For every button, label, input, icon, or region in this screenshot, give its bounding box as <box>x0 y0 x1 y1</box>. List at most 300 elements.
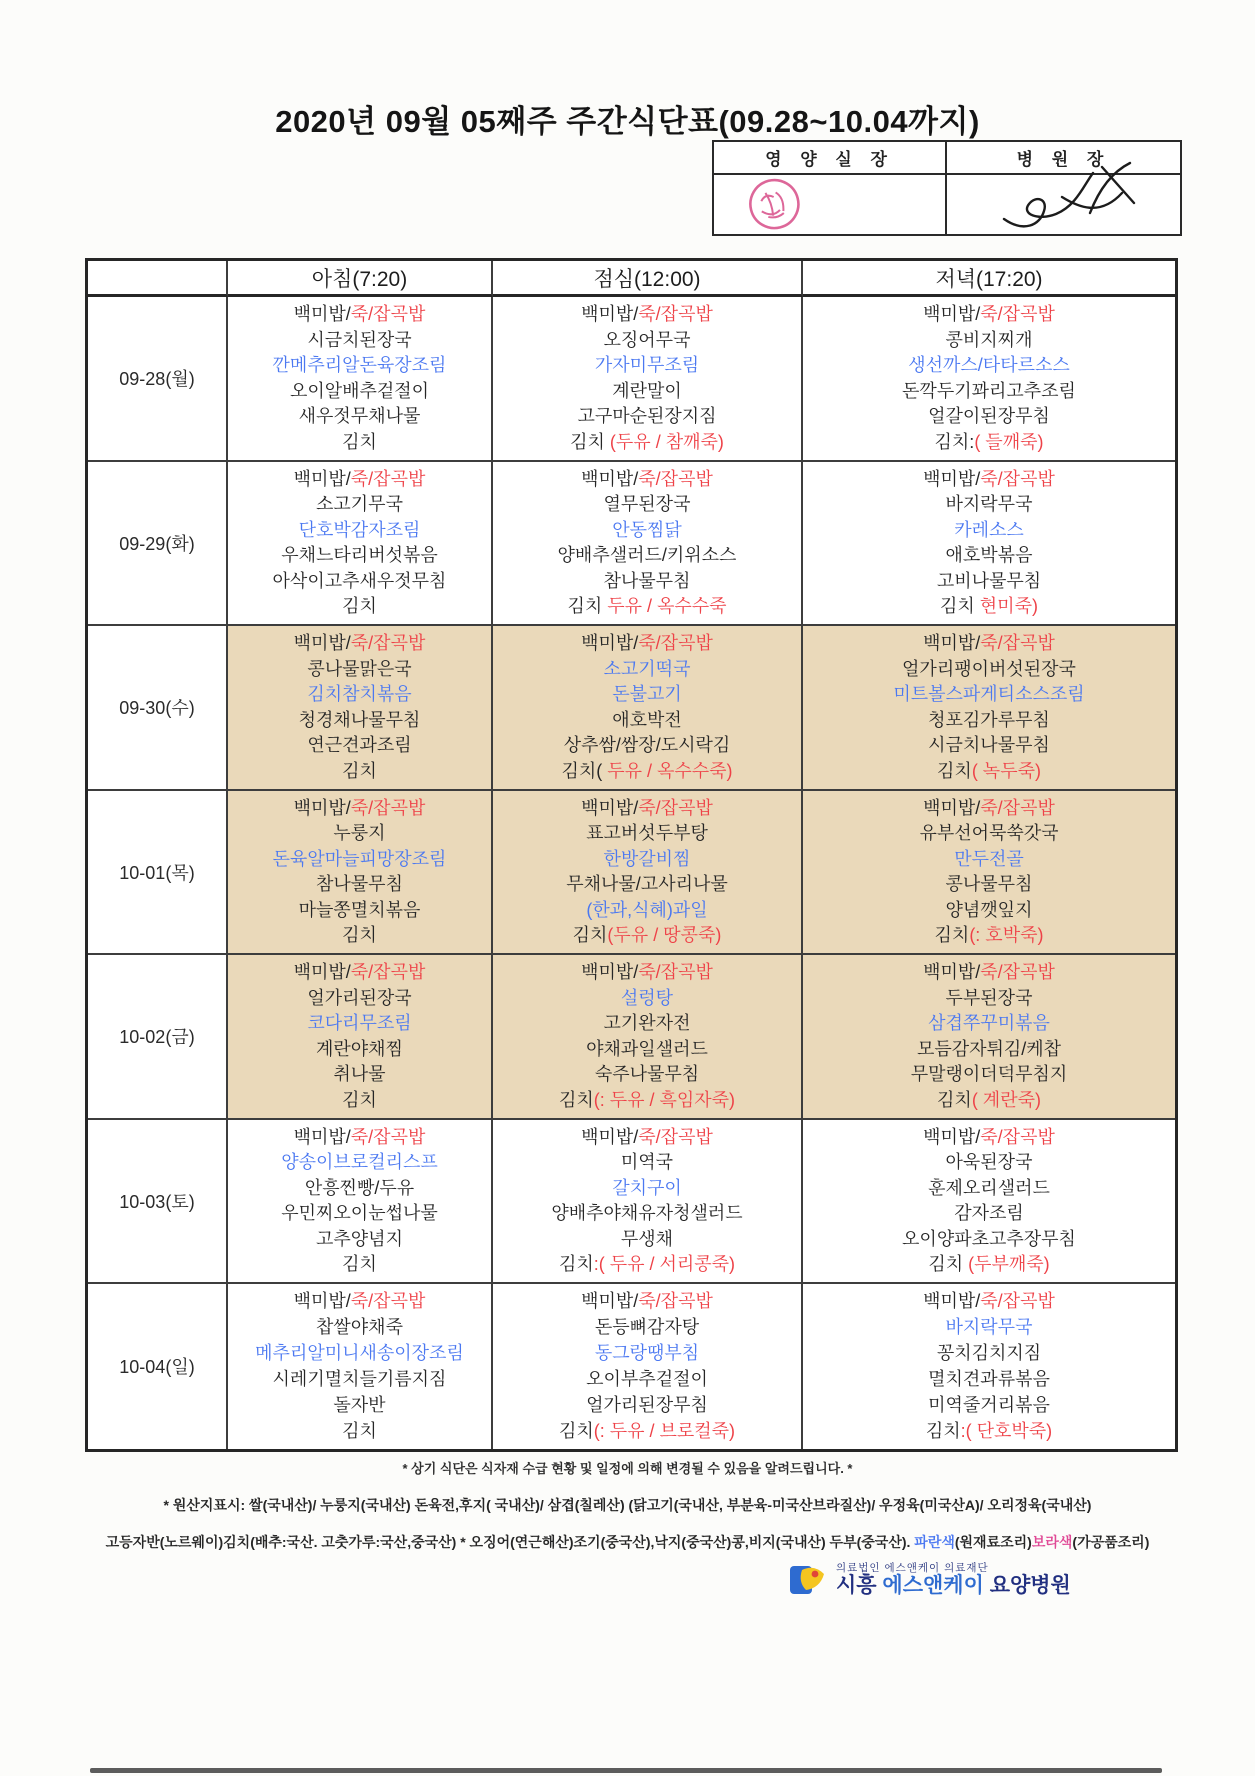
text-segment: 아욱된장국 <box>945 1152 1033 1173</box>
menu-line <box>230 1126 489 1149</box>
footer-note-origin-1: * 원산지표시: 쌀(국내산)/ 누룽지(국내산) 돈육전,후지( 국내산)/ 삼겹(칠레산) (닭고기(국내산, 부분육-미국산브라질산)/ 우정육(미국산A)/ 오리정육(국내산) <box>163 1497 1092 1513</box>
text-segment: 죽/잡곡밥 <box>980 633 1055 654</box>
text-segment: 죽/잡곡밥 <box>350 633 426 654</box>
menu-line <box>230 873 489 896</box>
text-segment: 백미밥/ <box>923 1126 981 1147</box>
text-segment: 백미밥/ <box>293 633 351 654</box>
text-segment: 백미밥/ <box>923 962 981 983</box>
menu-line <box>495 570 799 593</box>
text-segment: 카레소스 <box>954 519 1024 540</box>
hospital-foundation-text: 의료법인 에스앤케이 의료재단 <box>836 1561 989 1574</box>
text-segment: 백미밥/ <box>581 1126 639 1147</box>
text-segment: 고추양념지 <box>316 1228 403 1249</box>
menu-line <box>230 1012 489 1035</box>
menu-line <box>805 1089 1173 1112</box>
text-segment: 현미죽) <box>979 596 1038 617</box>
menu-line <box>230 303 489 326</box>
menu-line <box>230 1253 489 1276</box>
text-segment: (두부깨죽) <box>968 1254 1050 1275</box>
text-segment: 참나물무침 <box>603 570 691 591</box>
header-breakfast: 아침(7:20) <box>228 261 493 297</box>
text-segment: 김치 <box>567 596 608 617</box>
menu-line <box>805 1063 1173 1086</box>
text-segment: 고구마순된장지짐 <box>577 406 717 427</box>
text-segment: 죽/잡곡밥 <box>980 1291 1055 1312</box>
menu-line <box>230 1316 489 1339</box>
text-segment: 죽/잡곡밥 <box>980 468 1055 489</box>
text-segment: 연근견과조림 <box>307 735 412 756</box>
menu-line <box>805 1316 1173 1339</box>
breakfast-cell <box>228 1284 493 1449</box>
hospital-brand: 에스앤케이 <box>882 1573 984 1597</box>
menu-line <box>230 1089 489 1112</box>
table-corner-cell <box>88 261 228 297</box>
breakfast-cell <box>228 1120 493 1285</box>
text-segment: 양념깻잎지 <box>945 899 1033 920</box>
text-segment: 마늘쫑멸치볶음 <box>298 899 421 920</box>
text-segment: 애호박전 <box>612 709 682 730</box>
menu-line <box>805 595 1173 618</box>
text-segment: 죽/잡곡밥 <box>638 1126 713 1147</box>
text-segment: 코다리무조림 <box>307 1013 412 1034</box>
page-title: 2020년 09월 05째주 주간식단표(09.28~10.04까지) <box>275 104 980 139</box>
menu-line <box>805 519 1173 542</box>
text-segment: 바지락무국 <box>945 494 1033 515</box>
lunch-cell <box>493 462 803 627</box>
dinner-cell <box>803 1284 1175 1449</box>
menu-line <box>805 431 1173 454</box>
menu-line <box>805 1290 1173 1313</box>
text-segment: (가공품조리) <box>1072 1534 1150 1550</box>
menu-line <box>230 570 489 593</box>
menu-line <box>230 1038 489 1061</box>
text-segment: 백미밥/ <box>293 304 351 325</box>
text-segment: 두유 / 옥수수죽 <box>607 596 727 617</box>
text-segment: 죽/잡곡밥 <box>980 1126 1055 1147</box>
lunch-cell <box>493 626 803 791</box>
menu-line <box>495 1420 799 1443</box>
menu-line <box>495 734 799 757</box>
text-segment: 죽/잡곡밥 <box>350 797 426 818</box>
text-segment: 백미밥/ <box>293 1291 351 1312</box>
text-segment: 상추쌈/쌈장/도시락김 <box>563 735 731 756</box>
text-segment: 백미밥/ <box>293 468 351 489</box>
text-segment: 김치 <box>342 431 377 452</box>
text-segment: 우채느타리버섯볶음 <box>281 545 438 566</box>
text-segment: 찹쌀야채죽 <box>316 1317 403 1338</box>
text-segment: 메추리알미니새송이장조림 <box>255 1343 464 1364</box>
menu-line <box>230 822 489 845</box>
text-segment: 콩나물맑은국 <box>307 658 412 679</box>
menu-line <box>805 1177 1173 1200</box>
menu-line <box>495 1177 799 1200</box>
text-segment: 새우젓무채나물 <box>298 406 421 427</box>
text-segment: 동그랑땡부침 <box>594 1343 700 1364</box>
text-segment: 시금치된장국 <box>307 329 412 350</box>
menu-line <box>495 873 799 896</box>
dinner-cell <box>803 791 1175 956</box>
breakfast-cell <box>228 626 493 791</box>
text-segment: (: 두유 / 흑임자죽) <box>593 1089 736 1110</box>
lunch-cell <box>493 1120 803 1285</box>
text-segment: (두유 / 참깨죽) <box>609 431 724 452</box>
menu-line <box>805 493 1173 516</box>
text-segment: 김치 <box>937 760 972 781</box>
menu-line <box>805 1038 1173 1061</box>
menu-line <box>495 468 799 491</box>
breakfast-cell <box>228 955 493 1120</box>
text-segment: 한방갈비찜 <box>603 848 691 869</box>
menu-line <box>230 1342 489 1365</box>
menu-line <box>230 709 489 732</box>
text-segment: 시금치나물무침 <box>928 735 1050 756</box>
menu-line <box>230 431 489 454</box>
menu-line <box>495 354 799 377</box>
text-segment: 돈불고기 <box>612 684 682 705</box>
text-segment: 백미밥/ <box>923 304 981 325</box>
text-segment: 청경채나물무침 <box>298 709 421 730</box>
text-segment: 갈치구이 <box>612 1177 682 1198</box>
menu-line <box>805 1368 1173 1391</box>
menu-line <box>805 1012 1173 1035</box>
text-segment: 바지락무국 <box>945 1317 1033 1338</box>
text-segment: 고비나물무침 <box>936 570 1042 591</box>
date-cell: 10-04(일) <box>88 1284 228 1449</box>
breakfast-cell <box>228 462 493 627</box>
header-lunch: 점심(12:00) <box>493 261 803 297</box>
menu-line <box>495 1368 799 1391</box>
text-segment: 김치: <box>934 431 975 452</box>
text-segment: 김치 <box>342 1420 377 1441</box>
text-segment: 아삭이고추새우젓무침 <box>272 570 447 591</box>
menu-line <box>805 683 1173 706</box>
text-segment: 유부선어묵쑥갓국 <box>919 823 1059 844</box>
text-segment: 누룽지 <box>333 823 386 844</box>
menu-line <box>805 1151 1173 1174</box>
menu-line <box>495 1290 799 1313</box>
text-segment: 오이알배추겉절이 <box>289 380 430 401</box>
director-signature <box>992 155 1152 252</box>
menu-line <box>805 848 1173 871</box>
lunch-cell <box>493 791 803 956</box>
menu-line <box>805 380 1173 403</box>
menu-line <box>230 683 489 706</box>
text-segment: 죽/잡곡밥 <box>638 1291 713 1312</box>
text-segment: 무생채 <box>620 1228 674 1249</box>
menu-line <box>495 1126 799 1149</box>
menu-line <box>495 1063 799 1086</box>
text-segment: 죽/잡곡밥 <box>638 304 713 325</box>
breakfast-cell <box>228 791 493 956</box>
text-segment: 백미밥/ <box>923 468 981 489</box>
text-segment: (한과,식혜)과일 <box>586 899 708 920</box>
text-segment: 미역줄거리볶음 <box>928 1394 1050 1415</box>
text-segment: 김치 <box>940 596 980 617</box>
menu-line <box>230 1202 489 1225</box>
approval-box <box>712 140 1182 236</box>
text-segment: 김치 <box>925 1420 961 1441</box>
text-segment: 취나물 <box>333 1064 386 1085</box>
menu-line <box>495 1342 799 1365</box>
menu-line <box>230 1063 489 1086</box>
text-segment: 백미밥/ <box>581 468 639 489</box>
text-segment: 죽/잡곡밥 <box>350 468 426 489</box>
text-segment: 백미밥/ <box>293 797 351 818</box>
menu-line <box>805 1253 1173 1276</box>
menu-line <box>495 303 799 326</box>
menu-line <box>495 1151 799 1174</box>
text-segment: 콩비지찌개 <box>945 329 1033 350</box>
text-segment: (: 두유 / 브로컬죽) <box>593 1420 736 1441</box>
text-segment: 백미밥/ <box>581 304 639 325</box>
date-cell: 09-30(수) <box>88 626 228 791</box>
menu-line <box>805 632 1173 655</box>
menu-line <box>230 1290 489 1313</box>
menu-line <box>805 544 1173 567</box>
menu-line <box>495 632 799 655</box>
menu-line <box>495 899 799 922</box>
menu-line <box>495 987 799 1010</box>
text-segment: 죽/잡곡밥 <box>638 468 713 489</box>
text-segment: 야채과일샐러드 <box>586 1038 708 1059</box>
text-segment: 김치 <box>928 1254 969 1275</box>
menu-line <box>230 961 489 984</box>
text-segment: 백미밥/ <box>923 1291 981 1312</box>
text-segment: 계란말이 <box>612 380 682 401</box>
menu-line <box>230 899 489 922</box>
text-segment: 참나물무침 <box>316 874 403 895</box>
menu-line <box>495 1394 799 1417</box>
menu-line <box>495 1089 799 1112</box>
menu-line <box>230 1177 489 1200</box>
menu-line <box>805 873 1173 896</box>
menu-line <box>805 354 1173 377</box>
text-segment: 파란색 <box>914 1534 955 1550</box>
text-segment: 얼가리된장국 <box>307 987 412 1008</box>
text-segment: 죽/잡곡밥 <box>638 797 713 818</box>
scan-artifact-line <box>90 1768 1162 1773</box>
text-segment: 죽/잡곡밥 <box>350 304 426 325</box>
text-segment: 훈제오리샐러드 <box>928 1177 1050 1198</box>
text-segment: 고등자반(노르웨이)김치(배추:국산. 고춧가루:국산,중국산) * 오징어(연근해산)조기(중국산),낙지(중국산)콩,비지(국내산) 두부(중국산). <box>105 1534 915 1550</box>
menu-line <box>495 329 799 352</box>
text-segment: (두유 / 땅콩죽) <box>607 925 722 946</box>
red-stamp-icon <box>742 171 809 241</box>
menu-line <box>805 658 1173 681</box>
text-segment: 청포김가루무침 <box>928 709 1050 730</box>
menu-line <box>805 570 1173 593</box>
text-segment: 꽁치김치지짐 <box>936 1343 1042 1364</box>
date-cell: 09-29(화) <box>88 462 228 627</box>
approval-nutrition-label: 영 양 실 장 <box>714 142 947 175</box>
hospital-logo <box>788 1560 1071 1600</box>
lunch-cell <box>493 955 803 1120</box>
dinner-cell <box>803 626 1175 791</box>
text-segment: (원재료조리) <box>954 1534 1032 1550</box>
text-segment: 돈깍두기꽈리고추조림 <box>902 380 1076 401</box>
text-segment: 안동찜닭 <box>612 519 682 540</box>
text-segment: 죽/잡곡밥 <box>980 304 1055 325</box>
menu-line <box>805 468 1173 491</box>
menu-line <box>495 848 799 871</box>
text-segment: 죽/잡곡밥 <box>638 633 713 654</box>
text-segment: 숙주나물무침 <box>594 1064 700 1085</box>
menu-line <box>230 658 489 681</box>
text-segment: ( 들깨죽) <box>974 431 1044 452</box>
date-cell: 10-01(목) <box>88 791 228 956</box>
text-segment: 얼가리팽이버섯된장국 <box>902 658 1076 679</box>
menu-line <box>805 1126 1173 1149</box>
text-segment: 백미밥/ <box>923 633 981 654</box>
date-cell: 09-28(월) <box>88 297 228 462</box>
menu-line <box>230 1228 489 1251</box>
text-segment: 양배추야채유자청샐러드 <box>551 1203 743 1224</box>
menu-line <box>230 760 489 783</box>
menu-line <box>805 797 1173 820</box>
dinner-cell <box>803 955 1175 1120</box>
menu-line <box>495 595 799 618</box>
menu-line <box>495 1012 799 1035</box>
menu-line <box>495 797 799 820</box>
menu-line <box>805 709 1173 732</box>
text-segment: 소고기떡국 <box>603 658 691 679</box>
text-segment: 보라색 <box>1031 1534 1073 1550</box>
text-segment: :( 단호박죽) <box>960 1420 1053 1441</box>
text-segment: 백미밥/ <box>923 797 981 818</box>
footer-note-origin-2 <box>0 1532 1255 1552</box>
menu-line <box>805 961 1173 984</box>
menu-line <box>230 632 489 655</box>
text-segment: ( 녹두죽) <box>971 760 1041 781</box>
hospital-city: 시흥 <box>836 1573 877 1597</box>
approval-director-sign-cell <box>947 175 1180 234</box>
text-segment: 백미밥/ <box>293 1126 351 1147</box>
weekly-menu-table <box>85 258 1178 1452</box>
text-segment: 콩나물무침 <box>945 874 1033 895</box>
menu-line <box>805 924 1173 947</box>
menu-line <box>805 329 1173 352</box>
menu-line <box>230 468 489 491</box>
menu-line <box>230 595 489 618</box>
menu-line <box>495 658 799 681</box>
menu-line <box>230 544 489 567</box>
menu-line <box>495 822 799 845</box>
text-segment: 김치 <box>342 760 377 781</box>
text-segment: 생선까스/타타르소스 <box>908 355 1070 376</box>
text-segment: 김치 <box>558 1420 594 1441</box>
text-segment: 김치 <box>558 1254 594 1275</box>
text-segment: 미역국 <box>620 1152 674 1173</box>
menu-line <box>495 519 799 542</box>
text-segment: 죽/잡곡밥 <box>980 797 1055 818</box>
text-segment: 얼갈이된장무침 <box>928 406 1050 427</box>
menu-line <box>495 709 799 732</box>
text-segment: 두부된장국 <box>945 987 1033 1008</box>
text-segment: 설렁탕 <box>620 987 674 1008</box>
text-segment: 양배추샐러드/키위소스 <box>557 545 737 566</box>
menu-line <box>495 1228 799 1251</box>
menu-line <box>495 924 799 947</box>
text-segment: 돈육알마늘피망장조림 <box>272 848 447 869</box>
breakfast-cell <box>228 297 493 462</box>
text-segment: 돈등뼈감자탕 <box>594 1317 700 1338</box>
lunch-cell <box>493 1284 803 1449</box>
text-segment: 백미밥/ <box>293 962 351 983</box>
text-segment: 애호박볶음 <box>945 545 1033 566</box>
menu-line <box>495 493 799 516</box>
text-segment: 얼가리된장무침 <box>586 1394 708 1415</box>
menu-line <box>805 899 1173 922</box>
text-segment: 열무된장국 <box>603 494 691 515</box>
menu-line <box>495 1038 799 1061</box>
text-segment: 표고버섯두부탕 <box>586 823 708 844</box>
header-dinner: 저녁(17:20) <box>803 261 1175 297</box>
menu-line <box>230 734 489 757</box>
text-segment: 깐메추리알돈육장조림 <box>272 355 447 376</box>
menu-line <box>495 544 799 567</box>
text-segment: 죽/잡곡밥 <box>350 1291 426 1312</box>
text-segment: 김치 <box>342 1089 377 1110</box>
menu-line <box>230 1368 489 1391</box>
text-segment: 백미밥/ <box>581 1291 639 1312</box>
menu-line <box>805 734 1173 757</box>
text-segment: 만두전골 <box>954 848 1024 869</box>
text-segment: 시레기멸치들기름지짐 <box>272 1368 447 1389</box>
text-segment: 고기완자전 <box>603 1013 691 1034</box>
text-segment: 김치참치볶음 <box>307 684 412 705</box>
text-segment: 단호박감자조림 <box>298 519 421 540</box>
menu-line <box>230 405 489 428</box>
text-segment: 두유 / 옥수수죽) <box>602 760 733 781</box>
text-segment: 무채나물/고사리나물 <box>566 874 728 895</box>
text-segment: 김치 <box>342 596 377 617</box>
menu-line <box>230 987 489 1010</box>
dinner-cell <box>803 1120 1175 1285</box>
menu-line <box>230 493 489 516</box>
text-segment: 미트볼스파게티소스조림 <box>893 684 1085 705</box>
menu-line <box>495 683 799 706</box>
menu-line <box>230 924 489 947</box>
text-segment: 우민찌오이눈썹나물 <box>281 1203 438 1224</box>
text-segment: 오이부추겉절이 <box>586 1368 708 1389</box>
menu-line <box>805 1342 1173 1365</box>
menu-line <box>230 380 489 403</box>
menu-line <box>230 329 489 352</box>
menu-line <box>230 1420 489 1443</box>
approval-director-label: 병 원 장 <box>947 142 1180 175</box>
menu-line <box>230 797 489 820</box>
text-segment: 가자미무조림 <box>594 355 700 376</box>
hospital-logo-icon <box>788 1560 828 1600</box>
text-segment: (: 호박죽) <box>969 925 1044 946</box>
text-segment: 김치 <box>937 1089 972 1110</box>
menu-line <box>805 760 1173 783</box>
text-segment: 죽/잡곡밥 <box>350 1126 426 1147</box>
text-segment: 김치 <box>558 1089 594 1110</box>
menu-line <box>495 405 799 428</box>
text-segment: 백미밥/ <box>581 962 639 983</box>
text-segment: 양송이브로컬리스프 <box>281 1152 438 1173</box>
approval-nutrition-sign-cell <box>714 175 947 234</box>
menu-line <box>805 405 1173 428</box>
text-segment: 삼겹쭈꾸미볶음 <box>928 1013 1050 1034</box>
text-segment: 돌자반 <box>333 1394 386 1415</box>
menu-line <box>495 1202 799 1225</box>
text-segment: 죽/잡곡밥 <box>980 962 1055 983</box>
text-segment: 김치 <box>342 1254 377 1275</box>
hospital-name-text <box>836 1574 1071 1598</box>
text-segment: :( 두유 / 서리콩죽) <box>593 1254 736 1275</box>
